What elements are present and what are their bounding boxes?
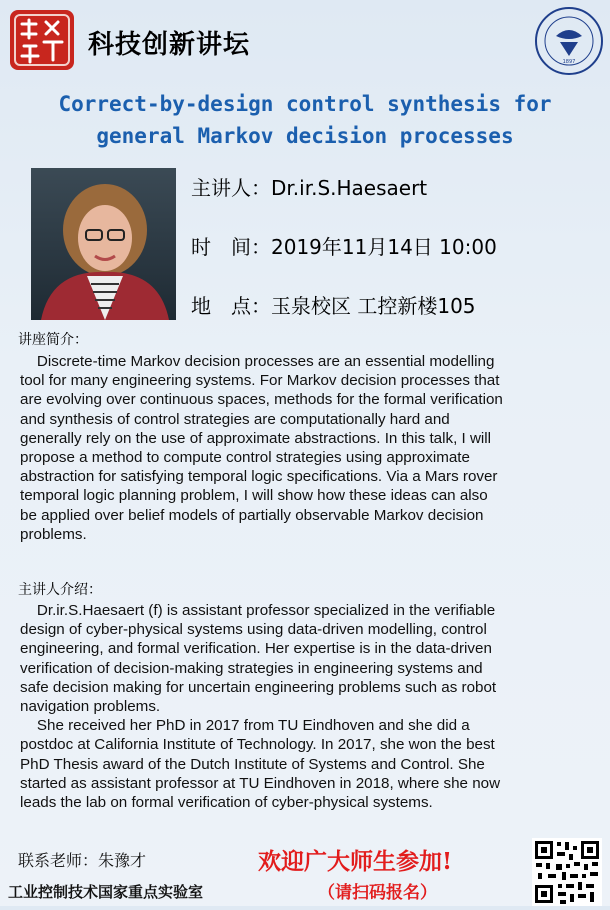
series-title: 科技创新讲坛 — [88, 30, 251, 60]
bio-line: verification of decision-making strategies in engineering systems and — [20, 659, 483, 677]
abstract-line: problems. — [20, 525, 87, 543]
abstract-line: be applied over belief models of partially observable Markov decision — [20, 506, 484, 524]
bio-line: started as assistant professor at TU Eindhoven in 2018, where she now — [20, 774, 501, 792]
bio-line: Dr.ir.S.Haesaert (f) is assistant professor specialized in the verifiable — [20, 602, 496, 619]
bio-line: navigation problems. — [20, 698, 161, 716]
abstract-line: propose a method to compute control strategies using approximate — [20, 449, 470, 467]
bio-line: safe decision making for uncertain engineering problems such as robot — [20, 678, 497, 696]
speaker-info: 主讲人：Dr.ir.S.Haesaert — [191, 176, 428, 200]
talk-title — [20, 88, 590, 152]
abstract-line: abstraction for satisfying temporal logic specifications. Via a Mars rover — [20, 468, 498, 486]
seal-logo — [8, 8, 76, 72]
abstract-text — [20, 352, 592, 544]
zju-logo — [534, 6, 604, 76]
bio-line: She received her PhD in 2017 from TU Eindhoven and she did a — [20, 717, 470, 735]
welcome-text: 欢迎广大师生参加! — [258, 848, 453, 875]
talk-title-line2: general Markov decision processes — [96, 124, 514, 148]
register-note: （请扫码报名） — [318, 883, 437, 903]
abstract-line: temporal logic planning problem, I will show how these ideas can also — [20, 487, 488, 505]
abstract-line: tool for many engineering systems. For Markov decision processes that — [20, 372, 500, 390]
abstract-line: Discrete-time Markov decision processes are an essential modelling — [20, 353, 495, 370]
qr-code-icon[interactable] — [532, 838, 602, 906]
abstract-heading: 讲座简介： — [18, 332, 88, 348]
svg-text:1897: 1897 — [562, 59, 576, 65]
abstract-line: generally rely on the use of approximate abstractions. In this talk, I will — [20, 429, 492, 447]
bio-line: design of cyber-physical systems using data-driven modelling, control — [20, 621, 487, 639]
bio-heading: 主讲人介绍： — [18, 582, 102, 598]
abstract-line: are evolving over continuous spaces, methods for the formal verification — [20, 391, 503, 409]
time-info: 时 间：2019年11月14日 10:00 — [191, 235, 497, 259]
speaker-photo — [31, 168, 176, 320]
abstract-line: and synthesis of control strategies are computationally hard and — [20, 410, 450, 428]
bio-line: postdoc at California Institute of Technology. In 2017, she won the best — [20, 736, 495, 754]
contact-teacher: 联系老师：朱豫才 — [18, 851, 147, 870]
bio-text — [20, 601, 592, 812]
talk-title-line1: Correct-by-design control synthesis for — [58, 92, 552, 116]
location-info: 地 点：玉泉校区 工控新楼105 — [191, 294, 476, 318]
bio-line: PhD Thesis award of the Dutch Institute of Systems and Control. She — [20, 755, 485, 773]
lab-name: 工业控制技术国家重点实验室 — [8, 883, 204, 901]
bio-line: engineering, and formal verification. Her expertise is in the data-driven — [20, 640, 492, 658]
bio-line: leads the lab on formal verification of cyber-physical systems. — [20, 794, 433, 812]
